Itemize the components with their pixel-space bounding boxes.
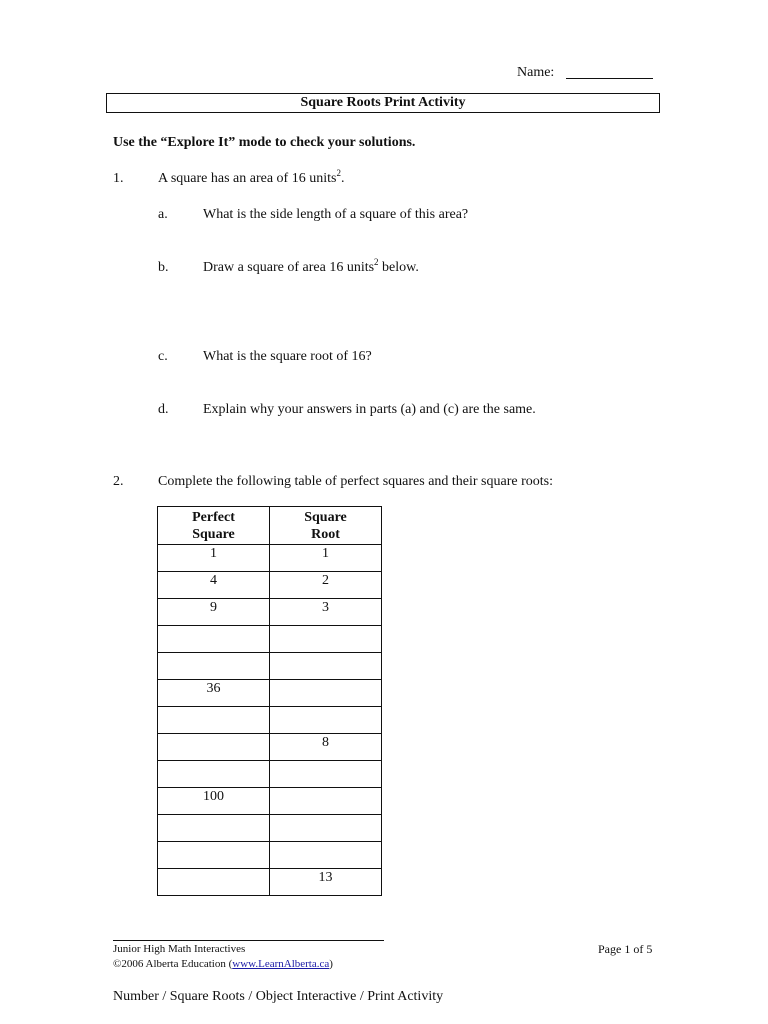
- squares-table: [157, 506, 382, 896]
- name-blank-line[interactable]: [566, 78, 653, 79]
- question-1b-text: Draw a square of area 16 units$^2$ below.: [203, 257, 419, 275]
- perfect-square-cell[interactable]: [158, 653, 270, 680]
- table-row: [158, 842, 382, 869]
- table-row: [158, 599, 382, 626]
- square-root-cell[interactable]: [270, 680, 382, 707]
- perfect-square-cell[interactable]: 1: [158, 545, 270, 572]
- question-1c-text: What is the square root of 16?: [203, 349, 372, 364]
- table-row: [158, 869, 382, 896]
- learnalberta-link[interactable]: www.LearnAlberta.ca: [232, 958, 330, 970]
- table-row: [158, 545, 382, 572]
- table-row: [158, 680, 382, 707]
- square-root-cell[interactable]: [270, 842, 382, 869]
- table-row: [158, 653, 382, 680]
- square-root-cell[interactable]: [270, 626, 382, 653]
- square-root-cell[interactable]: [270, 653, 382, 680]
- instructions: Use the “Explore It” mode to check your solutions.: [113, 135, 416, 150]
- perfect-square-cell[interactable]: [158, 815, 270, 842]
- name-label: Name:: [517, 65, 555, 80]
- perfect-square-cell[interactable]: 4: [158, 572, 270, 599]
- square-root-cell[interactable]: 1: [270, 545, 382, 572]
- question-1b-label: b.: [158, 260, 169, 275]
- question-1a-label: a.: [158, 207, 168, 222]
- table-header-row: [158, 507, 382, 545]
- footer-publisher: Junior High Math Interactives: [113, 943, 246, 955]
- perfect-square-cell[interactable]: [158, 707, 270, 734]
- question-1a-text: What is the side length of a square of this area?: [203, 207, 469, 222]
- breadcrumb: Number / Square Roots / Object Interactive / Print Activity: [113, 989, 444, 1004]
- perfect-square-cell[interactable]: [158, 842, 270, 869]
- footer-divider: [113, 940, 384, 941]
- question-1d-text: Explain why your answers in parts (a) and (c) are the same.: [203, 402, 536, 417]
- header-square-root: Square Root: [270, 507, 382, 545]
- page-number: Page 1 of 5: [598, 942, 653, 956]
- perfect-square-cell[interactable]: [158, 734, 270, 761]
- square-root-cell[interactable]: [270, 761, 382, 788]
- perfect-square-cell[interactable]: [158, 761, 270, 788]
- table-row: [158, 707, 382, 734]
- perfect-square-cell[interactable]: 9: [158, 599, 270, 626]
- table-row: [158, 734, 382, 761]
- question-2-text: Complete the following table of perfect squares and their square roots:: [158, 474, 553, 489]
- question-1-number: 1.: [113, 171, 124, 186]
- footer-copyright: ©2006 Alberta Education (www.LearnAlberta.ca): [113, 958, 333, 970]
- table-row: [158, 626, 382, 653]
- question-1d-label: d.: [158, 402, 169, 417]
- perfect-square-cell[interactable]: [158, 626, 270, 653]
- square-root-cell[interactable]: 8: [270, 734, 382, 761]
- table-row: [158, 788, 382, 815]
- square-root-cell[interactable]: 13: [270, 869, 382, 896]
- perfect-square-cell[interactable]: 100: [158, 788, 270, 815]
- square-root-cell[interactable]: [270, 815, 382, 842]
- table-row: [158, 815, 382, 842]
- question-1c-label: c.: [158, 349, 168, 364]
- square-root-cell[interactable]: 3: [270, 599, 382, 626]
- header-perfect-square: Perfect Square: [158, 507, 270, 545]
- page-title: Square Roots Print Activity: [106, 93, 660, 113]
- table-row: [158, 572, 382, 599]
- question-2-number: 2.: [113, 474, 124, 489]
- square-root-cell[interactable]: 2: [270, 572, 382, 599]
- square-root-cell[interactable]: [270, 788, 382, 815]
- perfect-square-cell[interactable]: 36: [158, 680, 270, 707]
- perfect-square-cell[interactable]: [158, 869, 270, 896]
- square-root-cell[interactable]: [270, 707, 382, 734]
- table-row: [158, 761, 382, 788]
- question-1-text: A square has an area of 16 units$^2$.: [158, 168, 345, 186]
